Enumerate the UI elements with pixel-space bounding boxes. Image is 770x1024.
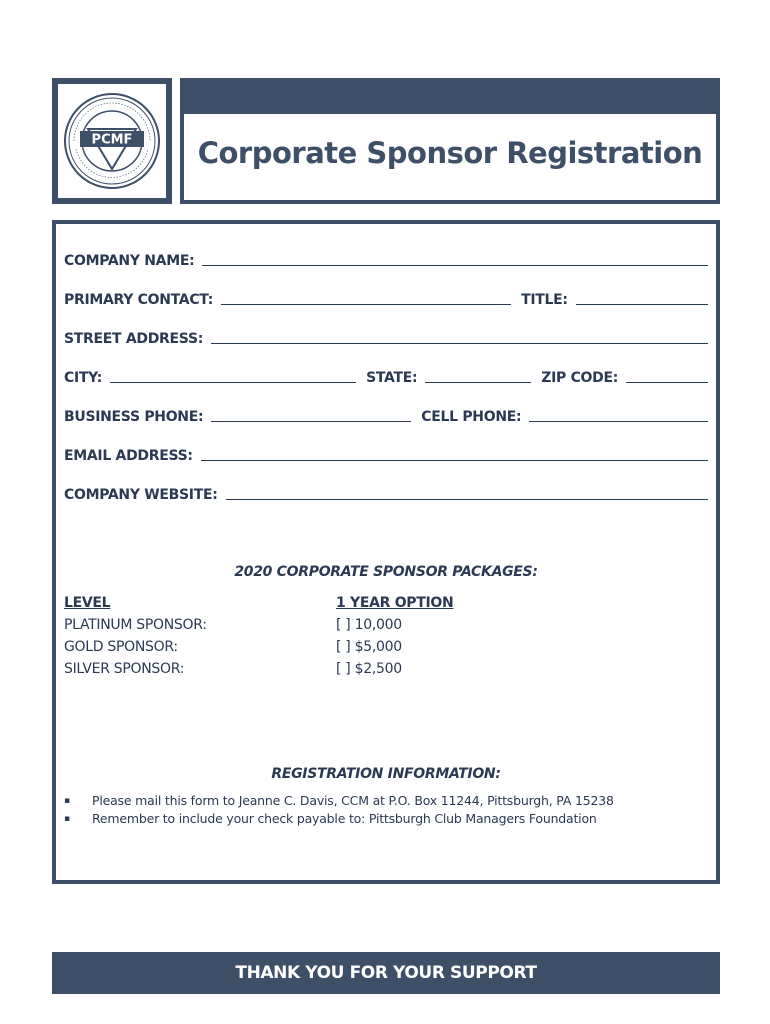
footer-text: THANK YOU FOR YOUR SUPPORT <box>235 963 537 983</box>
email-address-field[interactable] <box>201 460 708 461</box>
company-name-row <box>64 247 708 269</box>
state-field[interactable] <box>425 382 531 383</box>
city-label: CITY: <box>64 370 103 386</box>
title-panel <box>184 114 716 200</box>
package-level: PLATINUM SPONSOR: <box>64 617 207 633</box>
package-option-checkbox[interactable]: [ ] 10,000 <box>336 617 402 633</box>
option-column <box>336 592 453 680</box>
email-row <box>64 442 708 464</box>
level-header: LEVEL <box>64 595 111 611</box>
logo-frame <box>52 78 172 204</box>
list-item-text: Remember to include your check payable to: Pittsburgh Club Managers Foundation <box>92 811 597 826</box>
company-website-label: COMPANY WEBSITE: <box>64 487 218 503</box>
cell-phone-label: CELL PHONE: <box>421 409 522 425</box>
street-address-label: STREET ADDRESS: <box>64 331 204 347</box>
cell-phone-field[interactable] <box>529 421 708 422</box>
package-option-checkbox[interactable]: [ ] $5,000 <box>336 639 402 655</box>
page-title: Corporate Sponsor Registration <box>197 136 703 170</box>
company-website-field[interactable] <box>226 499 708 500</box>
website-row <box>64 481 708 503</box>
title-frame <box>180 78 720 204</box>
package-level: SILVER SPONSOR: <box>64 661 185 677</box>
list-item <box>64 810 614 828</box>
primary-contact-label: PRIMARY CONTACT: <box>64 292 214 308</box>
package-option-checkbox[interactable]: [ ] $2,500 <box>336 661 402 677</box>
option-header: 1 YEAR OPTION <box>336 595 454 611</box>
phone-row <box>64 403 708 425</box>
city-row <box>64 364 708 386</box>
logo-text: PCMF <box>91 132 133 148</box>
list-item-text: Please mail this form to Jeanne C. Davis, CCM at P.O. Box 11244, Pittsburgh, PA 15238 <box>92 793 614 808</box>
primary-contact-row <box>64 286 708 308</box>
zip-code-field[interactable] <box>626 382 708 383</box>
business-phone-label: BUSINESS PHONE: <box>64 409 204 425</box>
level-column <box>64 592 207 680</box>
square-bullet-icon: ▪ <box>64 796 70 806</box>
packages-heading: 2020 CORPORATE SPONSOR PACKAGES: <box>234 564 538 580</box>
company-name-field[interactable] <box>202 265 708 266</box>
footer-banner <box>52 952 720 994</box>
primary-contact-field[interactable] <box>221 304 511 305</box>
zip-code-label: ZIP CODE: <box>541 370 619 386</box>
registration-form <box>52 220 720 884</box>
logo <box>58 84 166 198</box>
email-address-label: EMAIL ADDRESS: <box>64 448 193 464</box>
pcmf-seal-icon <box>62 91 162 191</box>
package-level: GOLD SPONSOR: <box>64 639 178 655</box>
list-item <box>64 792 614 810</box>
title-label: TITLE: <box>521 292 568 308</box>
company-name-label: COMPANY NAME: <box>64 253 195 269</box>
registration-list <box>64 792 614 828</box>
state-label: STATE: <box>366 370 418 386</box>
street-address-row <box>64 325 708 347</box>
street-address-field[interactable] <box>211 343 708 344</box>
square-bullet-icon: ▪ <box>64 814 70 824</box>
registration-heading: REGISTRATION INFORMATION: <box>271 766 501 782</box>
city-field[interactable] <box>110 382 356 383</box>
business-phone-field[interactable] <box>211 421 411 422</box>
title-field[interactable] <box>576 304 708 305</box>
